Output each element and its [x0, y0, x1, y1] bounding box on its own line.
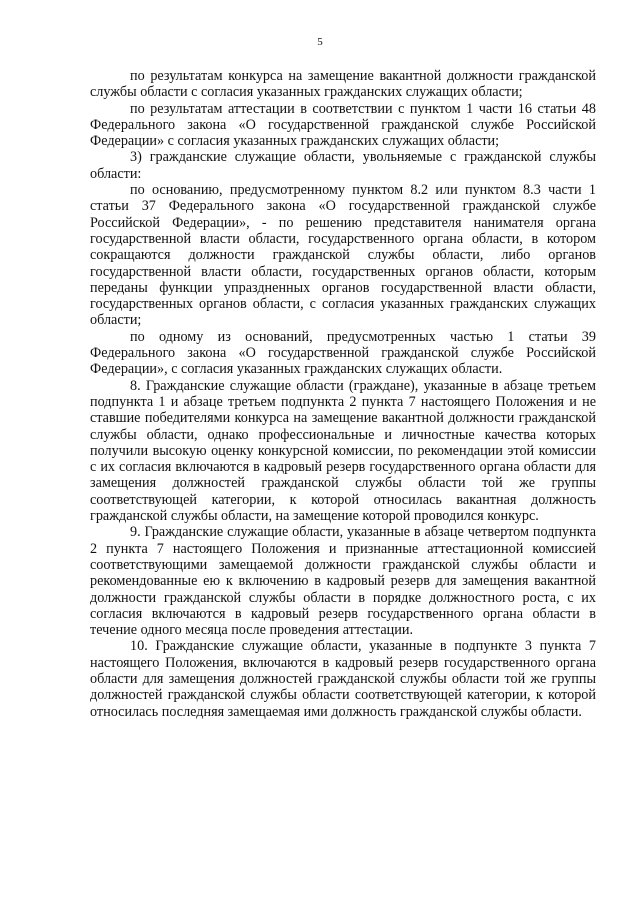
page-number: 5	[317, 36, 323, 48]
paragraph-attestation-result: по результатам аттестации в соответствии с пунктом 1 части 16 статьи 48 Федерального закона «О государственной гражданской службе Российской Федерации» с согласия указанных гражданских служащих области;	[90, 100, 596, 150]
paragraph-item-9: 9. Гражданские служащие области, указанные в абзаце четвертом подпункта 2 пункта 7 настоящего Положения и признанные аттестационной комиссией соответствующими замещаемой должности гражданской службы области и рекомендованные ею к включению в кадровый резерв для замещения вакантной должности гражданской службы области в порядке должностного роста, с их согласия включаются в кадровый резерв государственного органа области в течение одного месяца после проведения аттестации.	[90, 524, 596, 639]
paragraph-competition-result: по результатам конкурса на замещение вакантной должности гражданской службы области с согласия указанных гражданских служащих области;	[90, 68, 596, 101]
paragraph-dismissed-servants: 3) гражданские служащие области, увольняемые с гражданской службы области:	[90, 149, 596, 182]
paragraph-reduction-grounds: по основанию, предусмотренному пунктом 8.2 или пунктом 8.3 части 1 статьи 37 Федерального закона «О государственной гражданской службе Российской Федерации», - по решению представителя нанимателя органа государственной власти области, государственного органа области, в котором сокращаются должности гражданской службы области, либо органов государственной власти области, государственных органов области, которым переданы функции упраздненных органов государственной власти области, государственных органов области, с согласия указанных гражданских служащих области;	[90, 182, 596, 329]
document-body	[90, 68, 596, 720]
paragraph-article-39-grounds: по одному из оснований, предусмотренных частью 1 статьи 39 Федерального закона «О государственной гражданской службе Российской Федерации», с согласия указанных гражданских служащих области.	[90, 328, 596, 378]
paragraph-item-8: 8. Гражданские служащие области (граждане), указанные в абзаце третьем подпункта 1 и абзаце третьем подпункта 2 пункта 7 настоящего Положения и не ставшие победителями конкурса на замещение вакантной должности гражданской службы области, однако профессиональные и личностные качества которых получили высокую оценку конкурсной комиссии, по рекомендации этой комиссии с их согласия включаются в кадровый резерв государственного органа области для замещения должностей гражданской службы области той же группы соответствующей категории, к которой относилась вакантная должность гражданской службы области, на замещение которой проводился конкурс.	[90, 377, 596, 525]
paragraph-item-10: 10. Гражданские служащие области, указанные в подпункте 3 пункта 7 настоящего Положения, включаются в кадровый резерв государственного органа области для замещения должностей гражданской службы области той же группы должностей гражданской службы области соответствующей категории, к которой относилась последняя замещаемая ими должность гражданской службы области.	[90, 638, 596, 720]
